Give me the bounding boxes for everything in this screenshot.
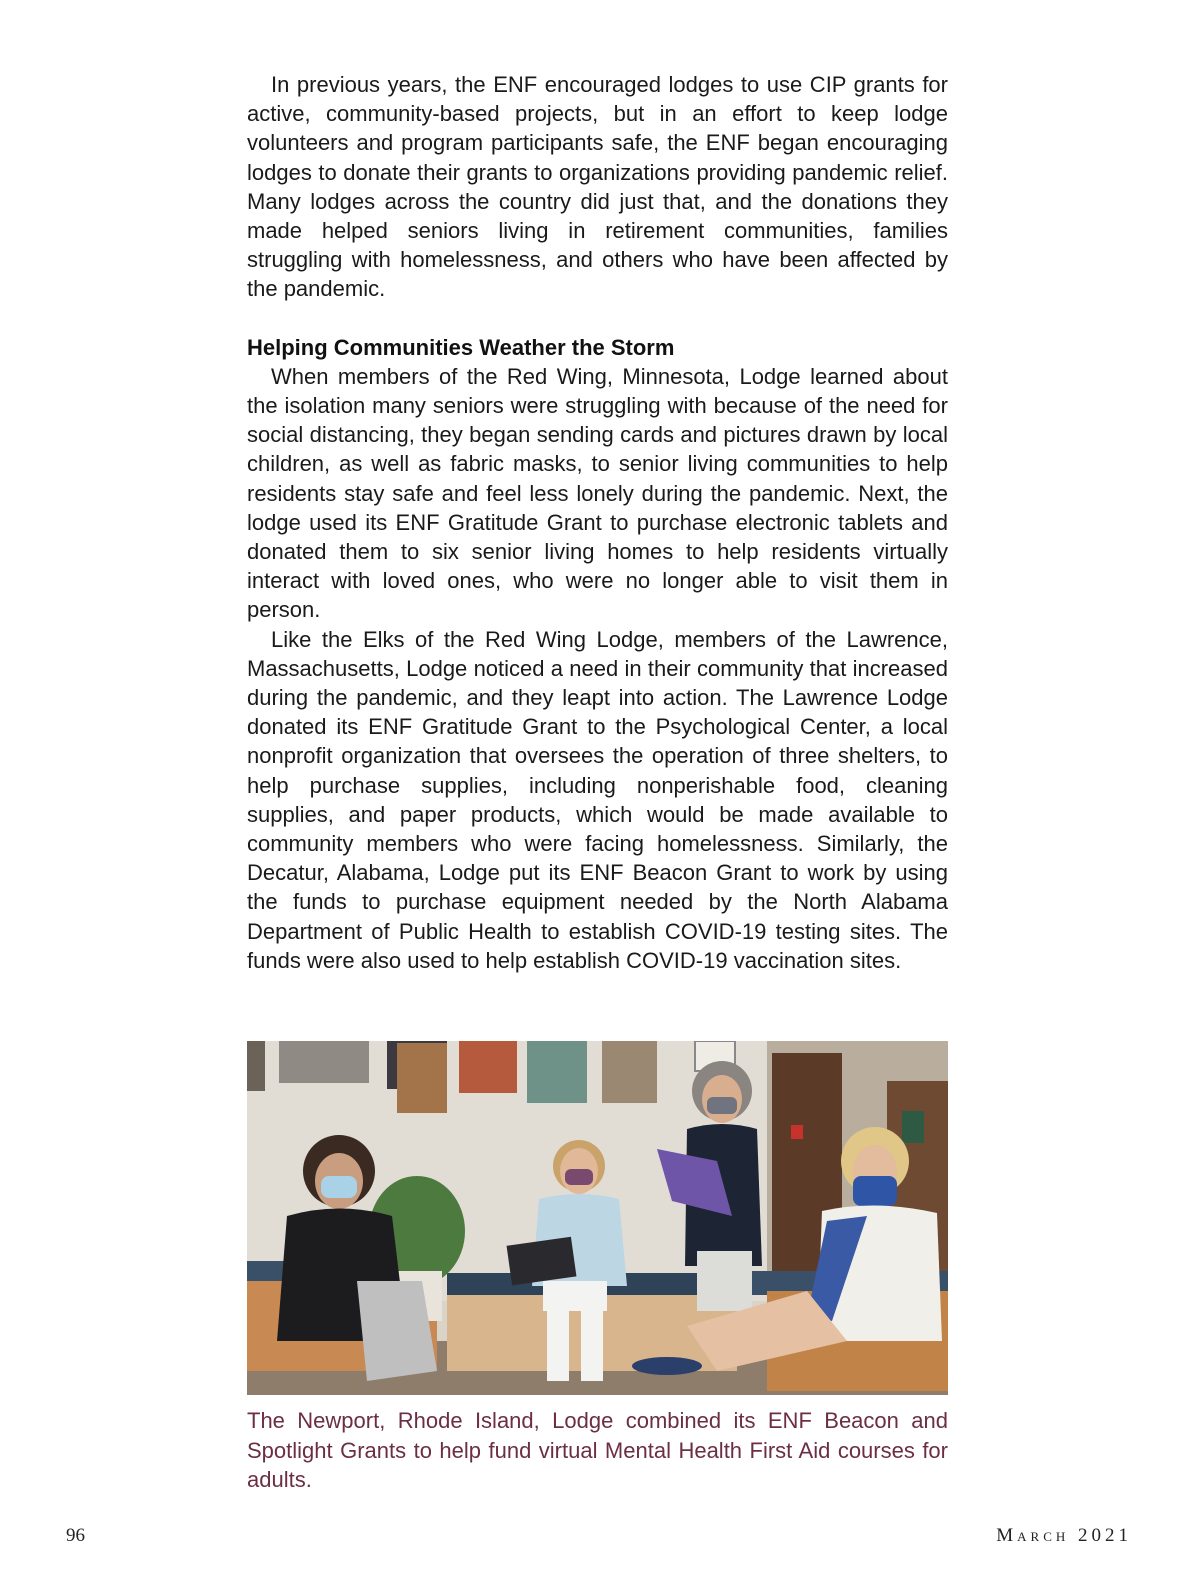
group-photo — [247, 1041, 948, 1395]
section-heading: Helping Communities Weather the Storm — [247, 334, 675, 360]
photo-caption: The Newport, Rhode Island, Lodge combined its ENF Beacon and Spotlight Grants to help fund virtual Mental Health First Aid courses for adults. — [247, 1408, 948, 1492]
issue-date: March 2021 — [996, 1525, 1132, 1546]
article-column — [247, 70, 948, 975]
page-number: 96 — [66, 1525, 85, 1546]
paragraph-red-wing: When members of the Red Wing, Minnesota, Lodge learned about the isolation many seniors were struggling with because of the need for social distancing, they began sending cards and pictures drawn by local children, as well as fabric masks, to senior living communities to help residents stay safe and feel less lonely during the pandemic. Next, the lodge used its ENF Gratitude Grant to purchase electronic tablets and donated them to six senior living homes to help residents virtually interact with loved ones, who were no longer able to visit them in person. — [247, 363, 948, 623]
photo-illustration — [247, 1041, 948, 1395]
paragraph-cip-grants: In previous years, the ENF encouraged lodges to use CIP grants for active, community-based projects, but in an effort to keep lodge volunteers and program participants safe, the ENF began encouraging lodges to donate their grants to organizations providing pandemic relief. Many lodges across the country did just that, and the donations they made helped seniors living in retirement communities, families struggling with homelessness, and others who have been affected by the pandemic. — [247, 72, 948, 302]
paragraph-lawrence-decatur: Like the Elks of the Red Wing Lodge, members of the Lawrence, Massachusetts, Lodge noticed a need in their community that increased during the pandemic, and they leapt into action. The Lawrence Lodge donated its ENF Gratitude Grant to the Psychological Center, a local nonprofit organization that oversees the operation of three shelters, to help purchase supplies, including nonperishable food, cleaning supplies, and paper products, which would be made available to community members who were facing homelessness. Similarly, the Decatur, Alabama, Lodge put its ENF Beacon Grant to work by using the funds to purchase equipment needed by the North Alabama Department of Public Health to establish COVID-19 testing sites. The funds were also used to help establish COVID-19 vaccination sites. — [247, 626, 948, 973]
